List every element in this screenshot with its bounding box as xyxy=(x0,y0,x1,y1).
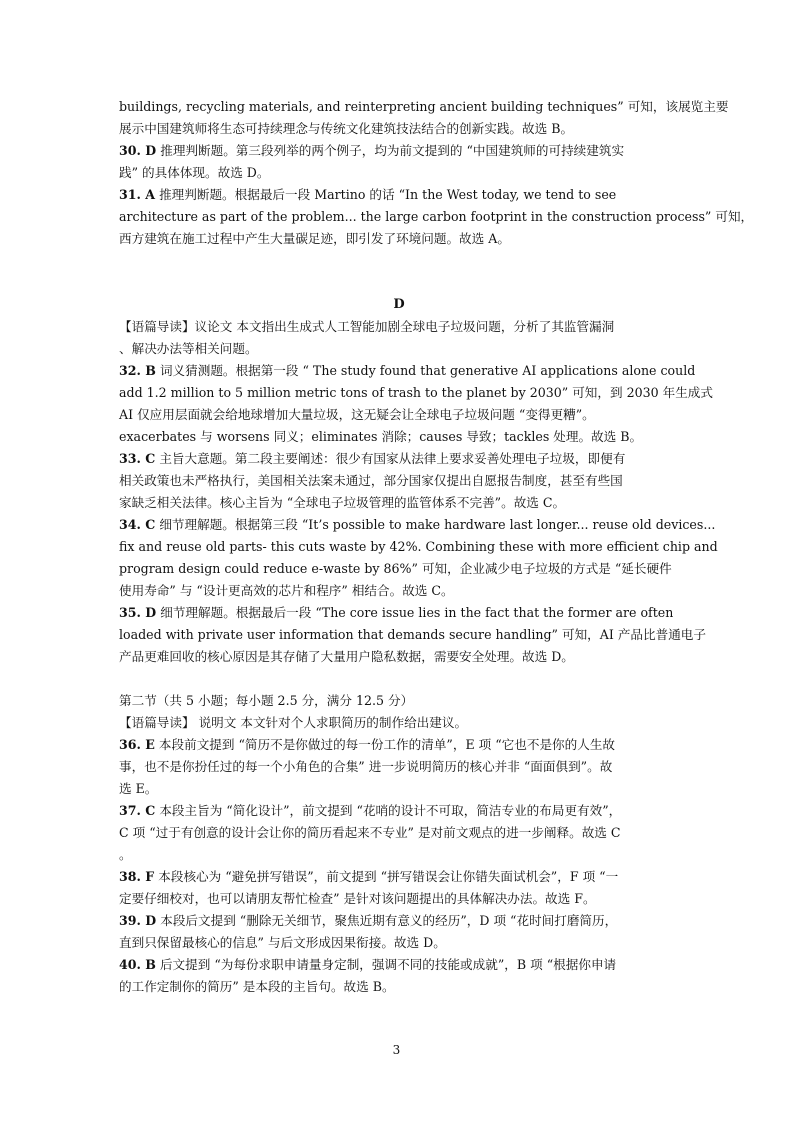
answer-number: 38. F xyxy=(119,869,155,884)
answer-number: 36. E xyxy=(119,737,155,752)
answer-number: 35. D xyxy=(119,605,157,620)
answer-32 xyxy=(119,360,696,382)
text-line: 践” 的具体体现。故选 D。 xyxy=(119,165,270,180)
answer-text: 本段前文提到 “简历不是你做过的每一份工作的清单”，E 项 “它也不是你的人生故 xyxy=(154,737,616,752)
answer-31 xyxy=(119,184,679,206)
text-line: loaded with private user information that demands secure handling” 可知，AI 产品比普通电子 xyxy=(119,627,706,642)
answer-30 xyxy=(119,140,679,162)
answer-text: 后文提到 “为每份求职申请量身定制，强调不同的技能或成就”，B 项 “根据你申请 xyxy=(155,957,617,972)
text-line: buildings, recycling materials, and reinterpreting ancient building techniques” 可知，该展览主要 xyxy=(119,99,729,114)
answer-39 xyxy=(119,910,679,932)
answer-text: 主旨大意题。第二段主要阐述：很少有国家从法律上要求妥善处理电子垃圾，即便有 xyxy=(155,451,626,466)
text-line: 的工作定制你的简历” 是本段的主旨句。故选 B。 xyxy=(119,979,395,994)
answer-35 xyxy=(119,602,679,624)
answer-number: 33. C xyxy=(119,451,156,466)
text-line: add 1.2 million to 5 million metric tons of trash to the planet by 2030” 可知，到 2030 年生成式 xyxy=(119,385,713,400)
text-line: fix and reuse old parts- this cuts waste by 42%. Combining these with more efficient chip and xyxy=(119,539,718,554)
text-line: 家缺乏相关法律。核心主旨为 “全球电子垃圾管理的监管体系不完善”。故选 C。 xyxy=(119,495,566,510)
answer-number: 31. A xyxy=(119,187,156,202)
answer-number: 34. C xyxy=(119,517,156,532)
answer-37 xyxy=(119,800,679,822)
passage-intro: 【语篇导读】 说明文 本文针对个人求职简历的制作给出建议。 xyxy=(119,715,468,730)
answer-33 xyxy=(119,448,679,470)
answer-text: 词义猜测题。根据第一段 “ The study found that generative AI applications alone could xyxy=(155,363,696,378)
text-line: C 项 “过于有创意的设计会让你的简历看起来不专业” 是对前文观点的进一步阐释。故选 C xyxy=(119,825,621,840)
answer-number: 32. B xyxy=(119,363,156,378)
text-line: 、解决办法等相关问题。 xyxy=(119,341,258,356)
answer-text: 细节理解题。根据最后一段 “The core issue lies in the fact that the former are often xyxy=(156,605,674,620)
answer-34 xyxy=(119,514,716,536)
text-line: 西方建筑在施工过程中产生大量碳足迹，即引发了环境问题。故选 A。 xyxy=(119,231,510,246)
answer-40 xyxy=(119,954,679,976)
answer-text: 本段主旨为 “简化设计”，前文提到 “花哨的设计不可取，简洁专业的布局更有效”， xyxy=(155,803,622,818)
answer-36 xyxy=(119,734,679,756)
text-line: 相关政策也未严格执行，美国相关法案未通过，部分国家仅提出自愿报告制度，甚至有些国 xyxy=(119,473,623,488)
answer-text: 细节理解题。根据第三段 “It’s possible to make hardware last longer... reuse old devices... xyxy=(155,517,716,532)
page-number: 3 xyxy=(392,1043,401,1057)
text-line: 选 E。 xyxy=(119,781,158,796)
answer-number: 39. D xyxy=(119,913,157,928)
section-heading-d: D xyxy=(393,297,405,312)
section-title: 第二节（共 5 小题；每小题 2.5 分，满分 12.5 分） xyxy=(119,693,414,708)
answer-number: 37. C xyxy=(119,803,156,818)
text-line: 展示中国建筑师将生态可持续理念与传统文化建筑技法结合的创新实践。故选 B。 xyxy=(119,121,574,136)
text-line: AI 仅应用层面就会给地球增加大量垃圾，这无疑会让全球电子垃圾问题 “变得更糟”。 xyxy=(119,407,595,422)
text-line: 直到只保留最核心的信息” 与后文形成因果衔接。故选 D。 xyxy=(119,935,446,950)
answer-text: 推理判断题。根据最后一段 Martino 的话 “In the West today, we tend to see xyxy=(155,187,617,202)
answer-explanations xyxy=(119,96,754,998)
answer-38 xyxy=(119,866,679,888)
text-line: architecture as part of the problem... the large carbon footprint in the construction process” 可知， xyxy=(119,209,754,224)
text-line: 。 xyxy=(119,847,132,862)
text-line: exacerbates 与 worsens 同义；eliminates 消除；causes 导致；tackles 处理。故选 B。 xyxy=(119,429,643,444)
text-line: 事，也不是你扮任过的每一个小角色的合集” 进一步说明简历的核心并非 “面面俱到”。故 xyxy=(119,759,613,774)
answer-text: 推理判断题。第三段列举的两个例子，均为前文提到的 “中国建筑师的可持续建筑实 xyxy=(156,143,625,158)
answer-text: 本段后文提到 “删除无关细节，聚焦近期有意义的经历”，D 项 “花时间打磨简历， xyxy=(156,913,618,928)
answer-text: 本段核心为 “避免拼写错误”，前文提到 “拼写错误会让你错失面试机会”，F 项 “一 xyxy=(154,869,619,884)
text-line: 使用寿命” 与 “设计更高效的芯片和程序” 相结合。故选 C。 xyxy=(119,583,454,598)
answer-number: 40. B xyxy=(119,957,156,972)
text-line: 定要仔细校对，也可以请朋友帮忙检查” 是针对该问题提出的具体解决办法。故选 F。 xyxy=(119,891,596,906)
passage-intro: 【语篇导读】议论文 本文指出生成式人工智能加剧全球电子垃圾问题，分析了其监管漏洞 xyxy=(119,319,615,334)
answer-number: 30. D xyxy=(119,143,157,158)
text-line: program design could reduce e-waste by 86%” 可知，企业减少电子垃圾的方式是 “延长硬件 xyxy=(119,561,672,576)
text-line: 产品更难回收的核心原因是其存储了大量用户隐私数据，需要安全处理。故选 D。 xyxy=(119,649,574,664)
